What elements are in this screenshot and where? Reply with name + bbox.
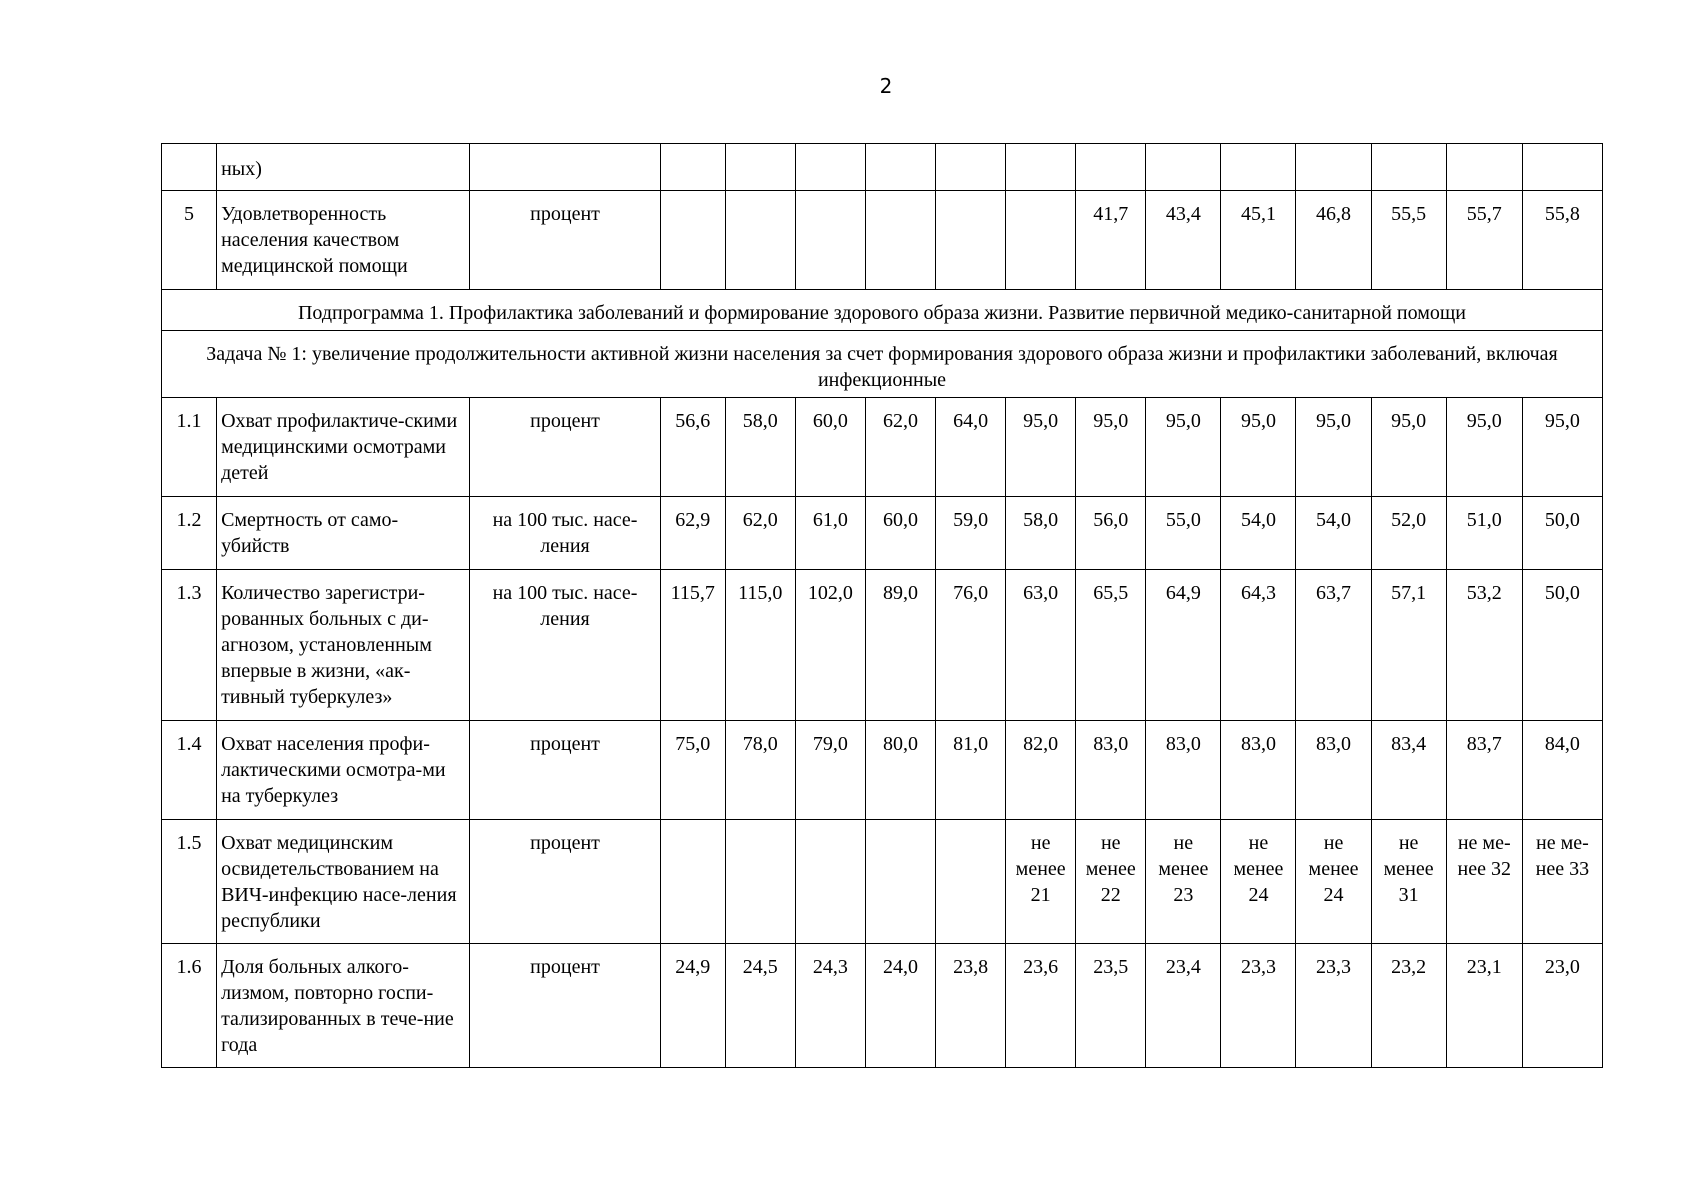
- value-cell: [725, 144, 795, 191]
- subprogram-title: Подпрограмма 1. Профилактика заболеваний и формирование здорового образа жизни. Развитие первичной медико-санитарной помощи: [162, 290, 1603, 331]
- value-cell: не менее 21: [1006, 820, 1076, 944]
- value-cell: 115,0: [725, 570, 795, 721]
- value-cell: 23,0: [1522, 944, 1602, 1068]
- value-cell: [725, 191, 795, 290]
- value-cell: [865, 144, 935, 191]
- value-cell: [1006, 144, 1076, 191]
- value-cell: не ме-нее 32: [1446, 820, 1522, 944]
- value-cell: [1371, 144, 1446, 191]
- value-cell: [795, 144, 865, 191]
- row-number: 5: [162, 191, 217, 290]
- value-cell: [1006, 191, 1076, 290]
- row-number: 1.3: [162, 570, 217, 721]
- value-cell: 82,0: [1006, 721, 1076, 820]
- row-number: 1.1: [162, 398, 217, 497]
- value-cell: [795, 820, 865, 944]
- value-cell: 63,7: [1296, 570, 1371, 721]
- table-row: [162, 144, 1603, 191]
- value-cell: 83,0: [1221, 721, 1296, 820]
- value-cell: [795, 191, 865, 290]
- value-cell: 46,8: [1296, 191, 1371, 290]
- value-cell: [660, 144, 725, 191]
- value-cell: не менее 23: [1146, 820, 1221, 944]
- unit-cell: на 100 тыс. насе-ления: [470, 497, 660, 570]
- table-row: [162, 191, 1603, 290]
- task-row: [162, 331, 1603, 398]
- value-cell: 23,3: [1221, 944, 1296, 1068]
- value-cell: 84,0: [1522, 721, 1602, 820]
- value-cell: 95,0: [1221, 398, 1296, 497]
- value-cell: 83,0: [1146, 721, 1221, 820]
- indicator-name: Смертность от само-убийств: [217, 497, 470, 570]
- value-cell: 64,0: [936, 398, 1006, 497]
- value-cell: 23,4: [1146, 944, 1221, 1068]
- value-cell: 53,2: [1446, 570, 1522, 721]
- value-cell: 55,7: [1446, 191, 1522, 290]
- value-cell: [936, 144, 1006, 191]
- value-cell: 51,0: [1446, 497, 1522, 570]
- value-cell: [1296, 144, 1371, 191]
- value-cell: 80,0: [865, 721, 935, 820]
- unit-cell: процент: [470, 191, 660, 290]
- row-number: 1.5: [162, 820, 217, 944]
- indicator-name: Охват медицинским освидетельствованием на ВИЧ-инфекцию насе-ления республики: [217, 820, 470, 944]
- value-cell: 41,7: [1076, 191, 1146, 290]
- value-cell: 83,0: [1296, 721, 1371, 820]
- value-cell: 23,2: [1371, 944, 1446, 1068]
- value-cell: [936, 191, 1006, 290]
- indicator-name: Количество зарегистри-рованных больных с ди-агнозом, установленным впервые в жизни, «ак-тивный туберкулез»: [217, 570, 470, 721]
- value-cell: не менее 24: [1221, 820, 1296, 944]
- value-cell: 58,0: [1006, 497, 1076, 570]
- value-cell: 63,0: [1006, 570, 1076, 721]
- value-cell: 56,6: [660, 398, 725, 497]
- value-cell: 61,0: [795, 497, 865, 570]
- value-cell: 43,4: [1146, 191, 1221, 290]
- value-cell: 24,9: [660, 944, 725, 1068]
- value-cell: 55,8: [1522, 191, 1602, 290]
- indicator-name: Охват населения профи-лактическими осмотра-ми на туберкулез: [217, 721, 470, 820]
- value-cell: 23,5: [1076, 944, 1146, 1068]
- value-cell: 62,9: [660, 497, 725, 570]
- value-cell: 56,0: [1076, 497, 1146, 570]
- row-number: 1.6: [162, 944, 217, 1068]
- value-cell: 24,0: [865, 944, 935, 1068]
- value-cell: 83,0: [1076, 721, 1146, 820]
- task-title: Задача № 1: увеличение продолжительности активной жизни населения за счет формирования здорового образа жизни и профилактики заболеваний, включая инфекционные: [162, 331, 1603, 398]
- value-cell: 60,0: [795, 398, 865, 497]
- value-cell: 115,7: [660, 570, 725, 721]
- value-cell: 95,0: [1371, 398, 1446, 497]
- value-cell: 23,6: [1006, 944, 1076, 1068]
- value-cell: 23,8: [936, 944, 1006, 1068]
- value-cell: [725, 820, 795, 944]
- value-cell: 78,0: [725, 721, 795, 820]
- table-body: [162, 144, 1603, 1068]
- value-cell: 62,0: [725, 497, 795, 570]
- unit-cell: процент: [470, 398, 660, 497]
- value-cell: 60,0: [865, 497, 935, 570]
- unit-cell: процент: [470, 944, 660, 1068]
- value-cell: 83,4: [1371, 721, 1446, 820]
- row-number: 1.2: [162, 497, 217, 570]
- value-cell: [1076, 144, 1146, 191]
- value-cell: [660, 191, 725, 290]
- value-cell: 50,0: [1522, 570, 1602, 721]
- unit-cell: [470, 144, 660, 191]
- value-cell: не менее 31: [1371, 820, 1446, 944]
- value-cell: [865, 820, 935, 944]
- value-cell: 59,0: [936, 497, 1006, 570]
- value-cell: 23,3: [1296, 944, 1371, 1068]
- unit-cell: процент: [470, 820, 660, 944]
- value-cell: 58,0: [725, 398, 795, 497]
- value-cell: 24,3: [795, 944, 865, 1068]
- value-cell: 50,0: [1522, 497, 1602, 570]
- value-cell: 95,0: [1296, 398, 1371, 497]
- value-cell: не ме-нее 33: [1522, 820, 1602, 944]
- value-cell: [936, 820, 1006, 944]
- indicators-table: [161, 143, 1603, 1068]
- page-number: 2: [879, 74, 893, 98]
- table-row: [162, 398, 1603, 497]
- value-cell: 64,3: [1221, 570, 1296, 721]
- value-cell: не менее 22: [1076, 820, 1146, 944]
- value-cell: 64,9: [1146, 570, 1221, 721]
- value-cell: 81,0: [936, 721, 1006, 820]
- value-cell: не менее 24: [1296, 820, 1371, 944]
- value-cell: [1446, 144, 1522, 191]
- subprogram-row: [162, 290, 1603, 331]
- value-cell: 102,0: [795, 570, 865, 721]
- value-cell: [1221, 144, 1296, 191]
- value-cell: 54,0: [1221, 497, 1296, 570]
- table-row: [162, 944, 1603, 1068]
- value-cell: 76,0: [936, 570, 1006, 721]
- value-cell: 65,5: [1076, 570, 1146, 721]
- unit-cell: на 100 тыс. насе-ления: [470, 570, 660, 721]
- value-cell: 75,0: [660, 721, 725, 820]
- table-row: [162, 721, 1603, 820]
- value-cell: 24,5: [725, 944, 795, 1068]
- value-cell: 55,5: [1371, 191, 1446, 290]
- value-cell: [865, 191, 935, 290]
- indicator-name: Охват профилактиче-скими медицинскими осмотрами детей: [217, 398, 470, 497]
- table-row: [162, 570, 1603, 721]
- value-cell: 95,0: [1446, 398, 1522, 497]
- value-cell: 62,0: [865, 398, 935, 497]
- value-cell: 54,0: [1296, 497, 1371, 570]
- value-cell: [1522, 144, 1602, 191]
- table-row: [162, 497, 1603, 570]
- value-cell: [1146, 144, 1221, 191]
- table-row: [162, 820, 1603, 944]
- value-cell: 45,1: [1221, 191, 1296, 290]
- value-cell: 79,0: [795, 721, 865, 820]
- indicator-name: Удовлетворенность населения качеством медицинской помощи: [217, 191, 470, 290]
- value-cell: 55,0: [1146, 497, 1221, 570]
- indicator-name: Доля больных алкого-лизмом, повторно госпи-тализированных в тече-ние года: [217, 944, 470, 1068]
- value-cell: [660, 820, 725, 944]
- value-cell: 89,0: [865, 570, 935, 721]
- value-cell: 95,0: [1006, 398, 1076, 497]
- unit-cell: процент: [470, 721, 660, 820]
- value-cell: 52,0: [1371, 497, 1446, 570]
- value-cell: 95,0: [1146, 398, 1221, 497]
- row-number: [162, 144, 217, 191]
- row-number: 1.4: [162, 721, 217, 820]
- value-cell: 95,0: [1076, 398, 1146, 497]
- value-cell: 95,0: [1522, 398, 1602, 497]
- indicator-name: ных): [217, 144, 470, 191]
- value-cell: 83,7: [1446, 721, 1522, 820]
- value-cell: 57,1: [1371, 570, 1446, 721]
- value-cell: 23,1: [1446, 944, 1522, 1068]
